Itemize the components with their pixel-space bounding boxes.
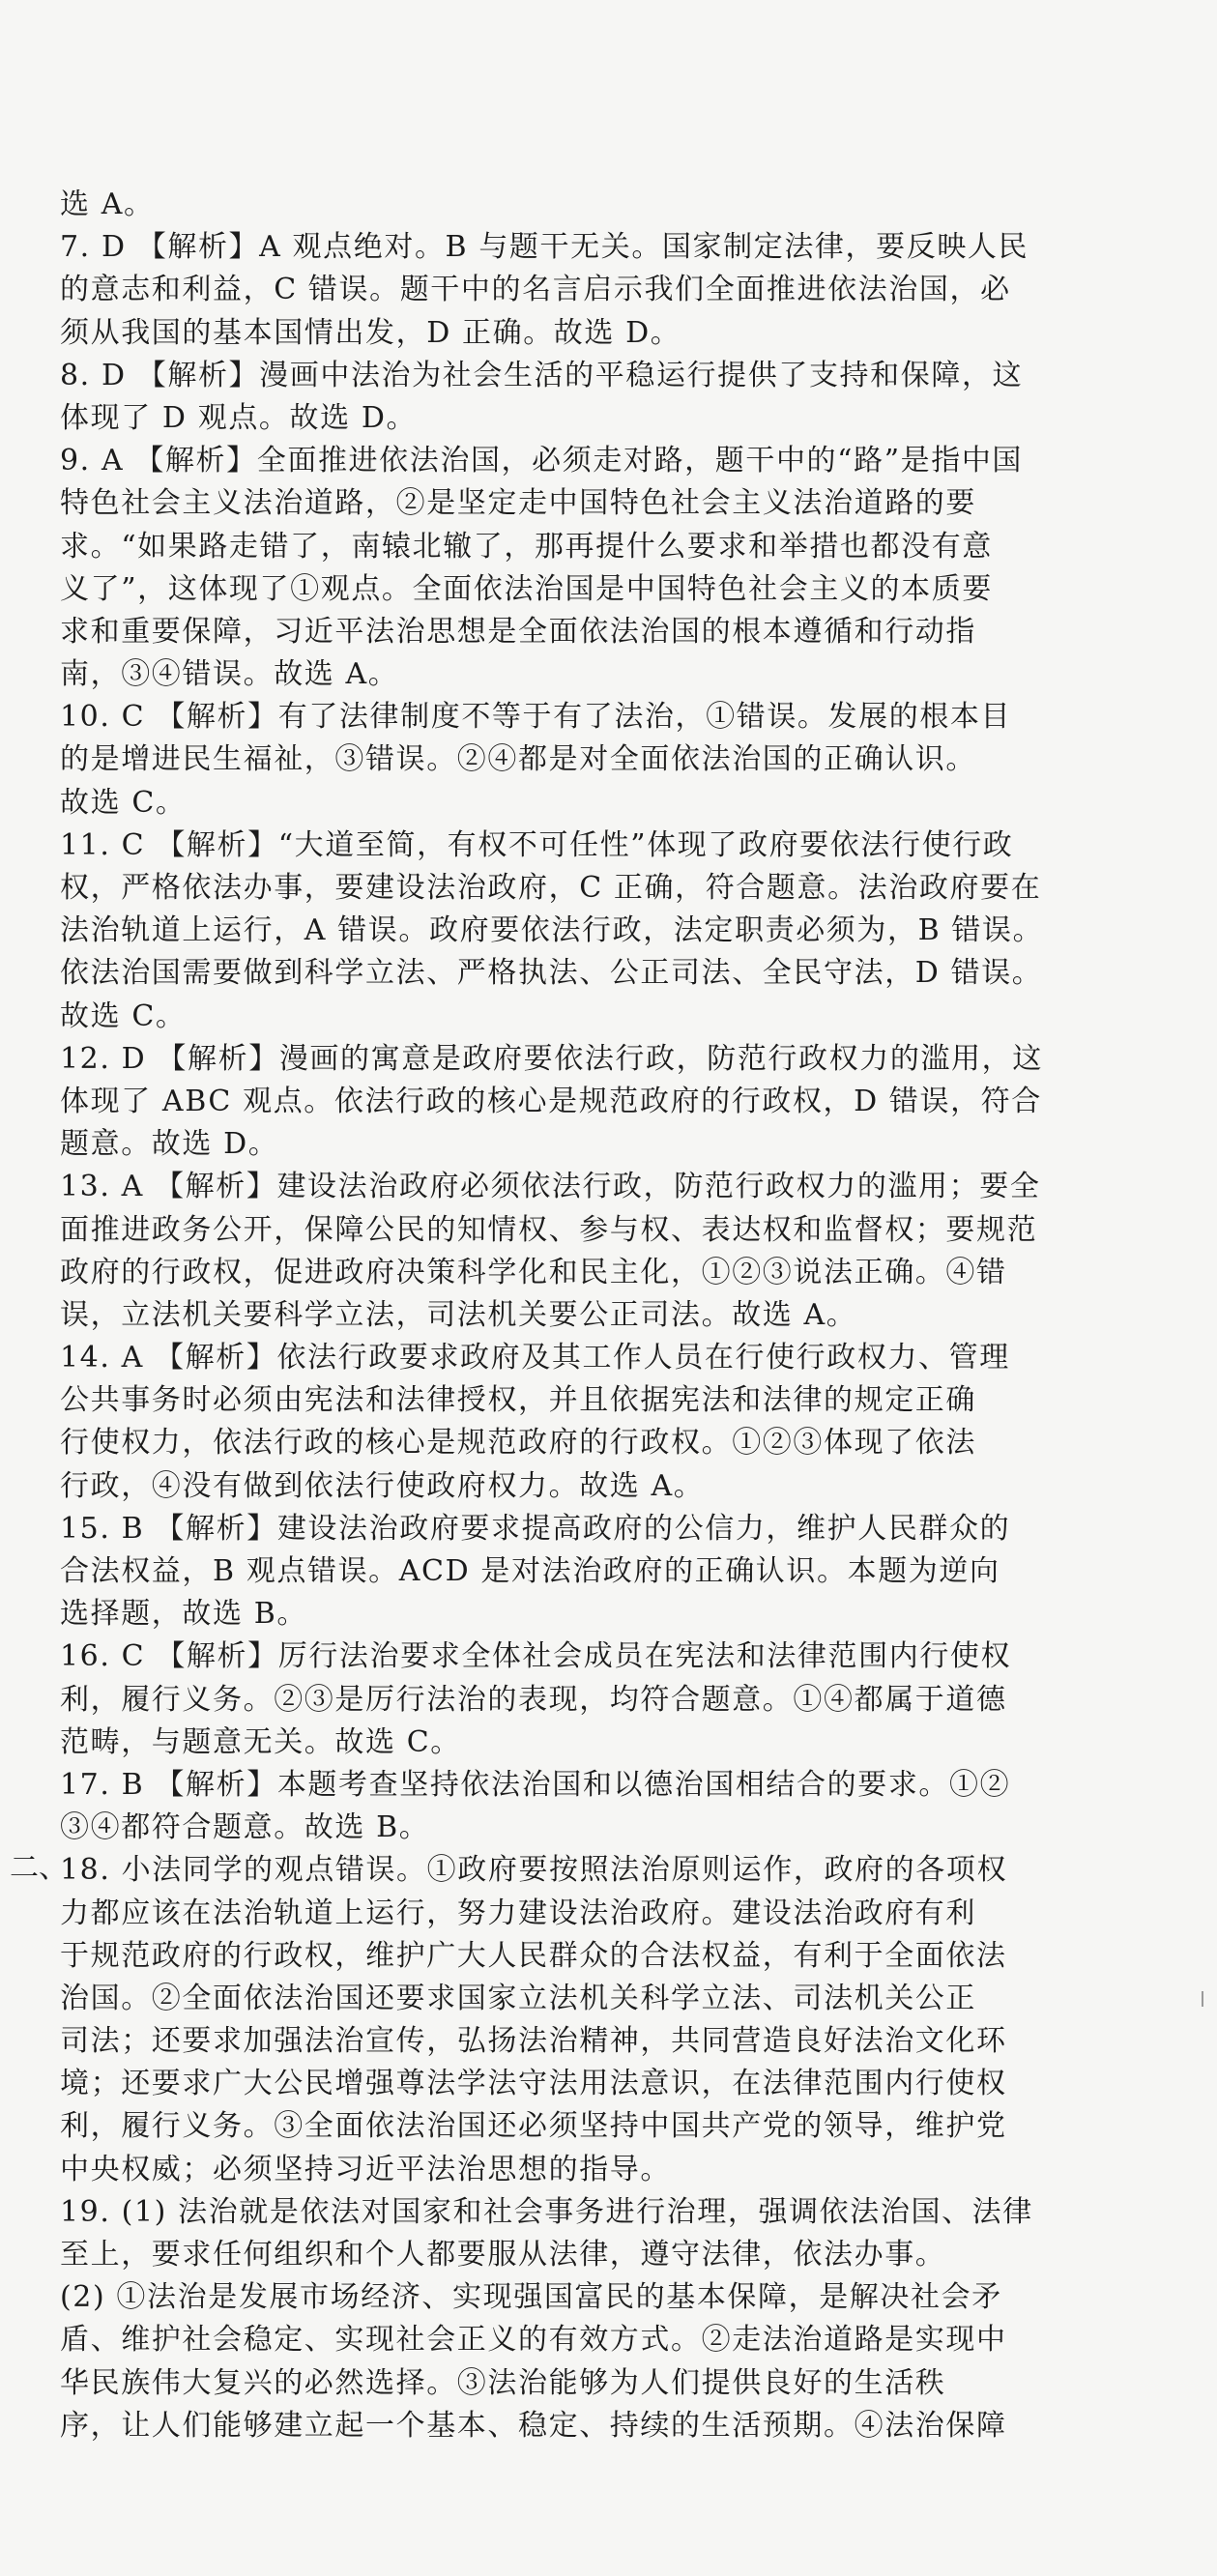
text-line: 权，严格依法办事，要建设法治政府，C 正确，符合题意。法治政府要在 bbox=[60, 871, 1042, 905]
text-line: 的是增进民生福祉，③错误。②④都是对全面依法治国的正确认识。 bbox=[60, 742, 976, 777]
text-line: 行使权力，依法行政的核心是规范政府的行政权。①②③体现了依法 bbox=[60, 1426, 976, 1461]
text-line: 序，让人们能够建立起一个基本、稳定、持续的生活预期。④法治保障 bbox=[60, 2408, 1007, 2443]
text-line: 范畴，与题意无关。故选 C。 bbox=[60, 1724, 461, 1759]
text-line: 治国。②全面依法治国还要求国家立法机关科学立法、司法机关公正 bbox=[60, 1981, 976, 2015]
text-line: 7. D 【解析】A 观点绝对。B 与题干无关。国家制定法律，要反映人民 bbox=[60, 230, 1029, 265]
text-line: 12. D 【解析】漫画的寓意是政府要依法行政，防范行政权力的滥用，这 bbox=[60, 1041, 1043, 1076]
text-line: 9. A 【解析】全面推进依法治国，必须走对路，题干中的“路”是指中国 bbox=[60, 444, 1024, 478]
text-line: 须从我国的基本国情出发，D 正确。故选 D。 bbox=[60, 315, 681, 350]
text-line: 司法；还要求加强法治宣传，弘扬法治精神，共同营造良好法治文化环 bbox=[60, 2024, 1007, 2059]
text-line: 求和重要保障，习近平法治思想是全面依法治国的根本遵循和行动指 bbox=[60, 614, 976, 649]
text-line: 至上，要求任何组织和个人都要服从法律，遵守法律，依法办事。 bbox=[60, 2238, 946, 2272]
text-line: 华民族伟大复兴的必然选择。③法治能够为人们提供良好的生活秩 bbox=[60, 2365, 946, 2400]
text-line: 15. B 【解析】建设法治政府要求提高政府的公信力，维护人民群众的 bbox=[60, 1511, 1011, 1546]
text-line: 选择题，故选 B。 bbox=[60, 1597, 307, 1632]
text-line: 选 A。 bbox=[60, 188, 155, 221]
text-line: 公共事务时必须由宪法和法律授权，并且依据宪法和法律的规定正确 bbox=[60, 1383, 976, 1418]
text-line: 的意志和利益，C 错误。题干中的名言启示我们全面推进依法治国，必 bbox=[60, 273, 1011, 307]
section-number-two: 二、 bbox=[10, 1851, 68, 1885]
text-line: 体现了 ABC 观点。依法行政的核心是规范政府的行政权，D 错误，符合 bbox=[60, 1084, 1042, 1118]
text-line: 特色社会主义法治道路，②是坚定走中国特色社会主义法治道路的要 bbox=[60, 486, 976, 521]
text-line: 依法治国需要做到科学立法、严格执法、公正司法、全民守法，D 错误。 bbox=[60, 956, 1043, 991]
text-line: 故选 C。 bbox=[60, 999, 187, 1033]
text-line: ③④都符合题意。故选 B。 bbox=[60, 1810, 430, 1845]
text-line: 法治轨道上运行，A 错误。政府要依法行政，法定职责必须为，B 错误。 bbox=[60, 913, 1044, 948]
text-line: 题意。故选 D。 bbox=[60, 1127, 279, 1162]
text-line: 13. A 【解析】建设法治政府必须依法行政，防范行政权力的滥用；要全 bbox=[60, 1170, 1041, 1204]
text-line: 合法权益，B 观点错误。ACD 是对法治政府的正确认识。本题为逆向 bbox=[60, 1554, 1000, 1588]
text-line: 境；还要求广大公民增强尊法学法守法用法意识，在法律范围内行使权 bbox=[60, 2067, 1007, 2101]
scan-speck bbox=[1202, 1991, 1203, 2007]
text-line: 8. D 【解析】漫画中法治为社会生活的平稳运行提供了支持和保障，这 bbox=[60, 358, 1024, 392]
answer-key-page bbox=[60, 184, 1046, 2447]
text-line: 16. C 【解析】厉行法治要求全体社会成员在宪法和法律范围内行使权 bbox=[60, 1639, 1012, 1674]
text-line: 14. A 【解析】依法行政要求政府及其工作人员在行使行政权力、管理 bbox=[60, 1341, 1010, 1375]
text-line: 故选 C。 bbox=[60, 785, 187, 820]
text-line: 义了”，这体现了①观点。全面依法治国是中国特色社会主义的本质要 bbox=[60, 571, 993, 606]
text-line: 面推进政务公开，保障公民的知情权、参与权、表达权和监督权；要规范 bbox=[60, 1212, 1038, 1247]
text-line: 盾、维护社会稳定、实现社会正义的有效方式。②走法治道路是实现中 bbox=[60, 2323, 1007, 2358]
text-line: 政府的行政权，促进政府决策科学化和民主化，①②③说法正确。④错 bbox=[60, 1255, 1007, 1289]
text-line: 力都应该在法治轨道上运行，努力建设法治政府。建设法治政府有利 bbox=[60, 1896, 976, 1930]
text-line: 行政，④没有做到依法行使政府权力。故选 A。 bbox=[60, 1468, 705, 1503]
text-line: 求。“如果路走错了，南辕北辙了，那再提什么要求和举措也都没有意 bbox=[60, 529, 993, 564]
text-line: 19. (1) 法治就是依法对国家和社会事务进行治理，强调依法治国、法律 bbox=[60, 2194, 1033, 2229]
text-line: 11. C 【解析】“大道至简，有权不可任性”体现了政府要依法行使行政 bbox=[60, 827, 1014, 862]
text-line: 于规范政府的行政权，维护广大人民群众的合法权益，有利于全面依法 bbox=[60, 1938, 1007, 1973]
text-line: 利，履行义务。②③是厉行法治的表现，均符合题意。①④都属于道德 bbox=[60, 1682, 1007, 1717]
text-line: 中央权威；必须坚持习近平法治思想的指导。 bbox=[60, 2152, 671, 2186]
text-line: 南，③④错误。故选 A。 bbox=[60, 657, 399, 692]
text-line: 18. 小法同学的观点错误。①政府要按照法治原则运作，政府的各项权 bbox=[60, 1853, 1008, 1888]
text-line: (2) ①法治是发展市场经济、实现强国富民的基本保障，是解决社会矛 bbox=[60, 2280, 1002, 2315]
text-line: 利，履行义务。③全面依法治国还必须坚持中国共产党的领导，维护党 bbox=[60, 2109, 1007, 2144]
text-line: 误，立法机关要科学立法，司法机关要公正司法。故选 A。 bbox=[60, 1297, 857, 1332]
text-line: 10. C 【解析】有了法律制度不等于有了法治，①错误。发展的根本目 bbox=[60, 700, 1012, 735]
text-line: 体现了 D 观点。故选 D。 bbox=[60, 400, 418, 435]
text-line: 17. B 【解析】本题考查坚持依法治国和以德治国相结合的要求。①② bbox=[60, 1767, 1011, 1802]
